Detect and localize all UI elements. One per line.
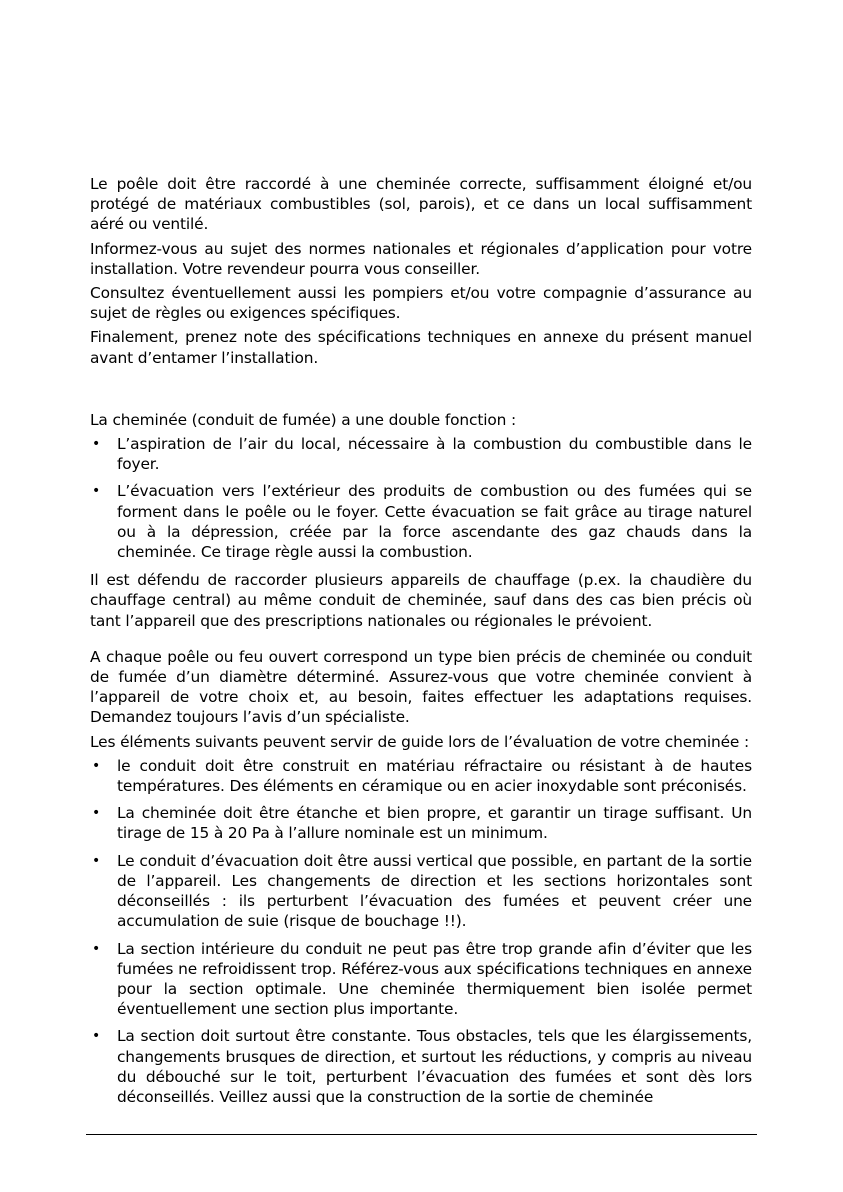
list-item: [90, 1026, 752, 1107]
list-item-text: Le conduit d’évacuation doit être aussi vertical que possible, en partant de la sortie de l’appareil. Les changements de direction et les sections horizontales sont déconseillés : ils perturbent l’évacuation des fumées et peuvent créer une accumulation de suie (risque de bouchage !!).: [117, 851, 752, 931]
list-item-text: L’aspiration de l’air du local, nécessaire à la combustion du combustible dans le foyer.: [117, 435, 752, 474]
bullet-icon: •: [91, 1028, 101, 1045]
list-item: [90, 803, 752, 843]
bullet-icon: •: [91, 436, 101, 453]
list-item: [90, 939, 752, 1020]
intro-paragraph-2: Informez-vous au sujet des normes nationales et régionales d’application pour votre installation. Votre revendeur pourra vous conseiller.: [90, 239, 752, 278]
intro-paragraph-1: Le poêle doit être raccordé à une cheminée correcte, suffisamment éloigné et/ou protégé de matériaux combustibles (sol, parois), et ce dans un local suffisamment aéré ou ventilé.: [90, 175, 752, 234]
bullet-icon: •: [91, 805, 101, 822]
list-item: [90, 756, 752, 796]
bullet-icon: •: [91, 483, 101, 500]
list-item: [90, 434, 752, 474]
chimney-intro: La cheminée (conduit de fumée) a une double fonction :: [90, 410, 516, 429]
list-item-text: La section doit surtout être constante. Tous obstacles, tels que les élargissements, changements brusques de direction, et surtout les réductions, y compris au niveau du débouché sur le toit, perturbent l’évacuation des fumées et sont dès lors déconseillés. Veillez aussi que la construction de la sortie de cheminée: [117, 1027, 752, 1106]
list-item-text: La cheminée doit être étanche et bien propre, et garantir un tirage suffisant. Un tirage de 15 à 20 Pa à l’allure nominale est un minimum.: [117, 804, 752, 843]
page-body: [90, 174, 752, 1115]
list-item-text: La section intérieure du conduit ne peut pas être trop grande afin d’éviter que les fumées ne refroidissent trop. Référez-vous aux spécifications techniques en annexe pour la section optimale. Une cheminée thermiquement bien isolée permet éventuellement une section plus importante.: [117, 939, 752, 1019]
footer-divider: [86, 1134, 757, 1135]
bullet-icon: •: [91, 852, 101, 869]
paragraph-gap: [90, 635, 752, 647]
chimney-functions-list: [90, 434, 752, 562]
list-item-text: le conduit doit être construit en matériau réfractaire ou résistant à de hautes températures. Des éléments en céramique ou en acier inoxydable sont préconisés.: [117, 756, 752, 796]
bullet-icon: •: [91, 940, 101, 957]
guide-list: [90, 756, 752, 1107]
list-item: [90, 851, 752, 932]
list-item: [90, 481, 752, 562]
type-paragraph: A chaque poêle ou feu ouvert correspond un type bien précis de cheminée ou conduit de fumée d’un diamètre déterminé. Assurez-vous que votre cheminée convient à l’appareil de votre choix et, au besoin, faites effectuer les adaptations requises. Demandez toujours l’avis d’un spécialiste.: [90, 647, 752, 727]
forbidden-paragraph: Il est défendu de raccorder plusieurs appareils de chauffage (p.ex. la chaudière du chauffage central) au même conduit de cheminée, sauf dans des cas bien précis où tant l’appareil que des prescriptions nationales ou régionales le prévoient.: [90, 571, 752, 630]
list-item-text: L’évacuation vers l’extérieur des produits de combustion ou des fumées qui se forment dans le poêle ou le foyer. Cette évacuation se fait grâce au tirage naturel ou à la dépression, créée par la force ascendante des gaz chauds dans la cheminée. Ce tirage règle aussi la combustion.: [117, 482, 752, 562]
intro-paragraph-4: Finalement, prenez note des spécifications techniques en annexe du présent manuel avant d’entamer l’installation.: [90, 328, 752, 367]
guide-intro: Les éléments suivants peuvent servir de guide lors de l’évaluation de votre cheminée :: [90, 732, 750, 751]
bullet-icon: •: [91, 757, 101, 774]
section-gap: [90, 372, 752, 410]
intro-paragraph-3: Consultez éventuellement aussi les pompiers et/ou votre compagnie d’assurance au sujet de règles ou exigences spécifiques.: [90, 284, 752, 323]
